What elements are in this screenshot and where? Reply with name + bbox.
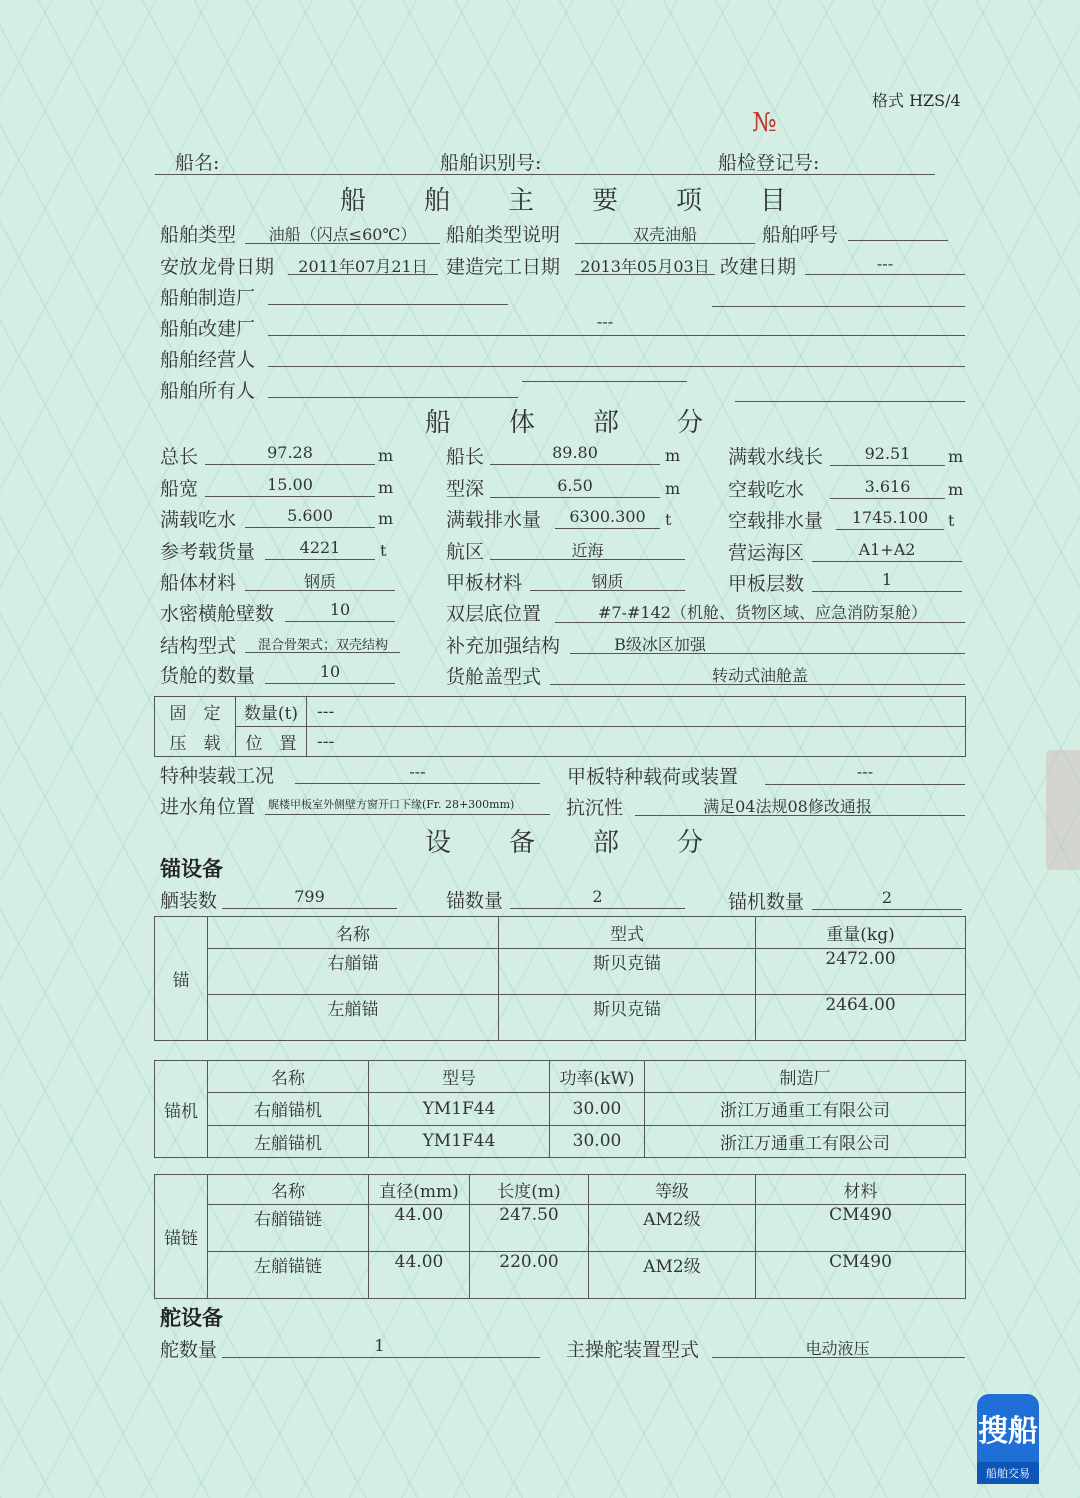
underline [222, 908, 397, 909]
lbp-value: 89.80 [552, 443, 598, 462]
underline [812, 909, 962, 910]
full-draft-label: 满载吃水 [160, 509, 237, 531]
chain-header-grade: 等级 [589, 1175, 756, 1205]
steering-gear-value: 电动液压 [805, 1339, 870, 1358]
depth-unit: m [665, 479, 681, 498]
rebuild-date-value: --- [876, 254, 894, 273]
service-area-label: 营运海区 [728, 542, 805, 564]
depth-label: 型深 [446, 478, 485, 500]
hull-title: 船 体 部 分 [425, 408, 706, 438]
windlass-table-side: 锚机 [155, 1061, 208, 1158]
lwl-label: 满载水线长 [728, 446, 824, 468]
underline [245, 527, 375, 528]
flood-angle-value: 艉楼甲板室外侧壁方窗开口下缘(Fr. 28+300mm) [268, 798, 515, 811]
table-cell: YM1F44 [369, 1125, 550, 1157]
underline [205, 496, 375, 497]
light-draft-value: 3.616 [864, 477, 911, 496]
underline [268, 304, 508, 305]
underline [490, 559, 685, 560]
lbp-unit: m [665, 446, 681, 465]
full-draft-value: 5.600 [287, 506, 333, 525]
underline [268, 366, 965, 367]
table-cell: 44.00 [369, 1252, 470, 1299]
light-draft-unit: m [948, 480, 964, 499]
header-underline [155, 174, 935, 175]
reinforcement-value: B级冰区加强 [614, 635, 706, 654]
rudders-label: 舵数量 [160, 1339, 218, 1361]
light-disp-label: 空载排水量 [728, 510, 824, 532]
table-cell: 浙江万通重工有限公司 [645, 1125, 966, 1157]
underline [490, 464, 660, 465]
rebuild-date-label: 改建日期 [720, 256, 797, 278]
table-cell: 2464.00 [756, 995, 966, 1041]
underline [570, 653, 965, 654]
operator-label: 船舶经营人 [160, 349, 256, 371]
holds-label: 货舱的数量 [160, 665, 256, 687]
ballast-pos-value: --- [307, 727, 966, 757]
rudder-section-title: 舵设备 [160, 1305, 223, 1330]
deck-load-label: 甲板特种载荷或装置 [567, 766, 739, 788]
windlass-count-label: 锚机数量 [728, 891, 805, 913]
unsinkability-label: 抗沉性 [566, 797, 624, 819]
underline [285, 621, 395, 622]
underline [712, 1357, 965, 1358]
loa-label: 总长 [160, 446, 199, 468]
ship-type-label: 船舶类型 [160, 224, 237, 246]
rudders-value: 1 [374, 1336, 385, 1355]
chain-header-diameter: 直径(mm) [369, 1175, 470, 1205]
underline [848, 240, 948, 241]
underline [555, 622, 965, 623]
table-cell: YM1F44 [369, 1093, 550, 1125]
table-cell: 左艏锚机 [208, 1125, 369, 1157]
ballast-table [154, 696, 966, 757]
breadth-label: 船宽 [160, 478, 199, 500]
table-cell: 右艏锚机 [208, 1093, 369, 1125]
ship-type-value: 油船（闪点≤60℃） [268, 225, 417, 244]
underline [268, 397, 518, 398]
double-bottom-label: 双层底位置 [446, 603, 542, 625]
number-symbol: № [752, 108, 777, 138]
underline [265, 683, 395, 684]
table-cell: 浙江万通重工有限公司 [645, 1093, 966, 1125]
windlass-header-name: 名称 [208, 1061, 369, 1093]
underline [712, 306, 965, 307]
underline [575, 274, 715, 275]
underline [765, 784, 965, 785]
outfit-label: 舾装数 [160, 890, 218, 912]
underline [575, 243, 755, 244]
nav-area-value: 近海 [571, 541, 604, 560]
holds-value: 10 [319, 662, 341, 681]
owner-label: 船舶所有人 [160, 380, 256, 402]
hull-material-value: 钢质 [303, 572, 336, 591]
position-label: 位 置 [236, 727, 307, 757]
windlass-count-value: 2 [881, 888, 893, 907]
table-cell: 247.50 [470, 1205, 589, 1252]
dwt-value: 4221 [299, 538, 341, 557]
deck-load-value: --- [856, 762, 874, 781]
underline [245, 590, 395, 591]
steering-gear-label: 主操舵装置型式 [566, 1339, 700, 1361]
table-cell: CM490 [756, 1205, 966, 1252]
full-disp-value: 6300.300 [569, 507, 646, 526]
loa-unit: m [378, 446, 394, 465]
nav-area-label: 航区 [446, 541, 485, 563]
lbp-label: 船长 [446, 446, 485, 468]
qty-label: 数量(t) [236, 697, 307, 727]
decks-label: 甲板层数 [728, 573, 805, 595]
underline [265, 559, 375, 560]
anchors-count-value: 2 [592, 887, 603, 906]
reinforcement-label: 补充加强结构 [446, 635, 561, 657]
depth-value: 6.50 [557, 476, 593, 495]
underline [735, 401, 965, 402]
underline [555, 528, 660, 529]
loa-value: 97.28 [267, 443, 313, 462]
format-code: 格式 HZS/4 [872, 91, 961, 110]
underline [268, 335, 965, 336]
registration-no-label: 船检登记号: [718, 152, 820, 174]
table-cell: 斯贝克锚 [499, 995, 756, 1041]
chain-header-length: 长度(m) [470, 1175, 589, 1205]
light-disp-value: 1745.100 [851, 508, 929, 527]
lwl-value: 92.51 [864, 444, 911, 463]
type-desc-value: 双壳油船 [632, 225, 697, 244]
hull-material-label: 船体材料 [160, 572, 237, 594]
structure-label: 结构型式 [160, 635, 237, 657]
underline [635, 815, 965, 816]
windlass-header-model: 型号 [369, 1061, 550, 1093]
call-sign-label: 船舶呼号 [762, 224, 839, 246]
underline [205, 464, 375, 465]
chain-header-material: 材料 [756, 1175, 966, 1205]
service-area-value: A1+A2 [858, 540, 916, 559]
anchor-table [154, 916, 966, 1041]
table-cell: 220.00 [470, 1252, 589, 1299]
full-disp-label: 满载排水量 [446, 509, 542, 531]
chain-table-side: 锚链 [155, 1175, 208, 1299]
underline [805, 274, 965, 275]
flood-angle-label: 进水角位置 [160, 796, 256, 818]
underline [295, 783, 540, 784]
keel-date-label: 安放龙骨日期 [160, 256, 275, 278]
table-cell: 左艏锚 [208, 995, 499, 1041]
dwt-label: 参考载货量 [160, 541, 256, 563]
underline [222, 1357, 540, 1358]
anchor-header-weight: 重量(kg) [756, 917, 966, 949]
underline [522, 381, 687, 382]
ballast-label-2: 压 载 [155, 727, 236, 757]
table-cell: 右艏锚链 [208, 1205, 369, 1252]
anchor-section-title: 锚设备 [160, 856, 223, 881]
lwl-unit: m [948, 447, 964, 466]
side-stamp [1046, 750, 1080, 870]
decks-value: 1 [881, 570, 893, 589]
special-load-value: --- [409, 762, 426, 781]
main-items-title: 船 舶 主 要 项 目 [340, 186, 789, 216]
structure-value: 混合骨架式；双壳结构 [257, 638, 388, 653]
windlass-table [154, 1060, 966, 1158]
builder-label: 船舶制造厂 [160, 287, 256, 309]
underline [550, 684, 965, 685]
chain-header-name: 名称 [208, 1175, 369, 1205]
watermark-title: 搜船 [978, 1414, 1038, 1449]
ballast-label-1: 固 定 [155, 697, 236, 727]
ship-name-label: 船名: [175, 152, 220, 174]
light-draft-label: 空载吃水 [728, 479, 805, 501]
anchor-header-name: 名称 [208, 917, 499, 949]
table-cell: 2472.00 [756, 949, 966, 995]
table-cell: AM2级 [589, 1205, 756, 1252]
table-cell: 斯贝克锚 [499, 949, 756, 995]
special-load-label: 特种装载工况 [160, 765, 275, 787]
dwt-unit: t [380, 541, 387, 560]
table-cell: 左艏锚链 [208, 1252, 369, 1299]
anchors-count-label: 锚数量 [446, 890, 504, 912]
full-draft-unit: m [378, 509, 394, 528]
equipment-title: 设 备 部 分 [425, 828, 706, 858]
rebuilder-label: 船舶改建厂 [160, 318, 256, 340]
deck-material-label: 甲板材料 [446, 572, 523, 594]
built-date-value: 2013年05月03日 [580, 257, 710, 276]
underline [830, 498, 945, 499]
underline [245, 243, 440, 244]
breadth-value: 15.00 [267, 475, 313, 494]
anchor-table-side: 锚 [155, 917, 208, 1041]
table-cell: 44.00 [369, 1205, 470, 1252]
underline [836, 529, 944, 530]
underline [830, 465, 945, 466]
double-bottom-value: #7-#142（机舱、货物区域、应急消防泵舱） [598, 603, 927, 622]
windlass-header-power: 功率(kW) [550, 1061, 645, 1093]
bulkheads-value: 10 [329, 600, 351, 619]
table-cell: 30.00 [550, 1093, 645, 1125]
keel-date-value: 2011年07月21日 [298, 257, 428, 276]
underline [812, 561, 962, 562]
table-cell: 右艏锚 [208, 949, 499, 995]
full-disp-unit: t [665, 510, 672, 529]
windlass-header-maker: 制造厂 [645, 1061, 966, 1093]
table-cell: CM490 [756, 1252, 966, 1299]
underline [245, 652, 400, 653]
underline [265, 814, 550, 815]
watermark-logo [977, 1394, 1039, 1484]
underline [490, 497, 660, 498]
bulkheads-label: 水密横舱壁数 [160, 603, 275, 625]
hatch-cover-label: 货舱盖型式 [446, 666, 542, 688]
underline [288, 274, 438, 275]
deck-material-value: 钢质 [591, 572, 624, 591]
outfit-value: 799 [294, 887, 325, 906]
ballast-qty-value: --- [307, 697, 966, 727]
underline [812, 591, 962, 592]
unsinkability-value: 满足04法规08修改通报 [703, 797, 872, 816]
ship-id-label: 船舶识别号: [440, 152, 542, 174]
hatch-cover-value: 转动式油舱盖 [711, 666, 808, 685]
light-disp-unit: t [948, 511, 955, 530]
table-cell: AM2级 [589, 1252, 756, 1299]
chain-table [154, 1174, 966, 1299]
type-desc-label: 船舶类型说明 [446, 224, 561, 246]
underline [530, 590, 685, 591]
anchor-header-type: 型式 [499, 917, 756, 949]
rebuilder-value: --- [596, 312, 614, 331]
watermark-subtitle: 船舶交易 [977, 1462, 1039, 1484]
table-cell: 30.00 [550, 1125, 645, 1157]
underline [510, 908, 685, 909]
breadth-unit: m [378, 478, 394, 497]
built-date-label: 建造完工日期 [446, 256, 561, 278]
